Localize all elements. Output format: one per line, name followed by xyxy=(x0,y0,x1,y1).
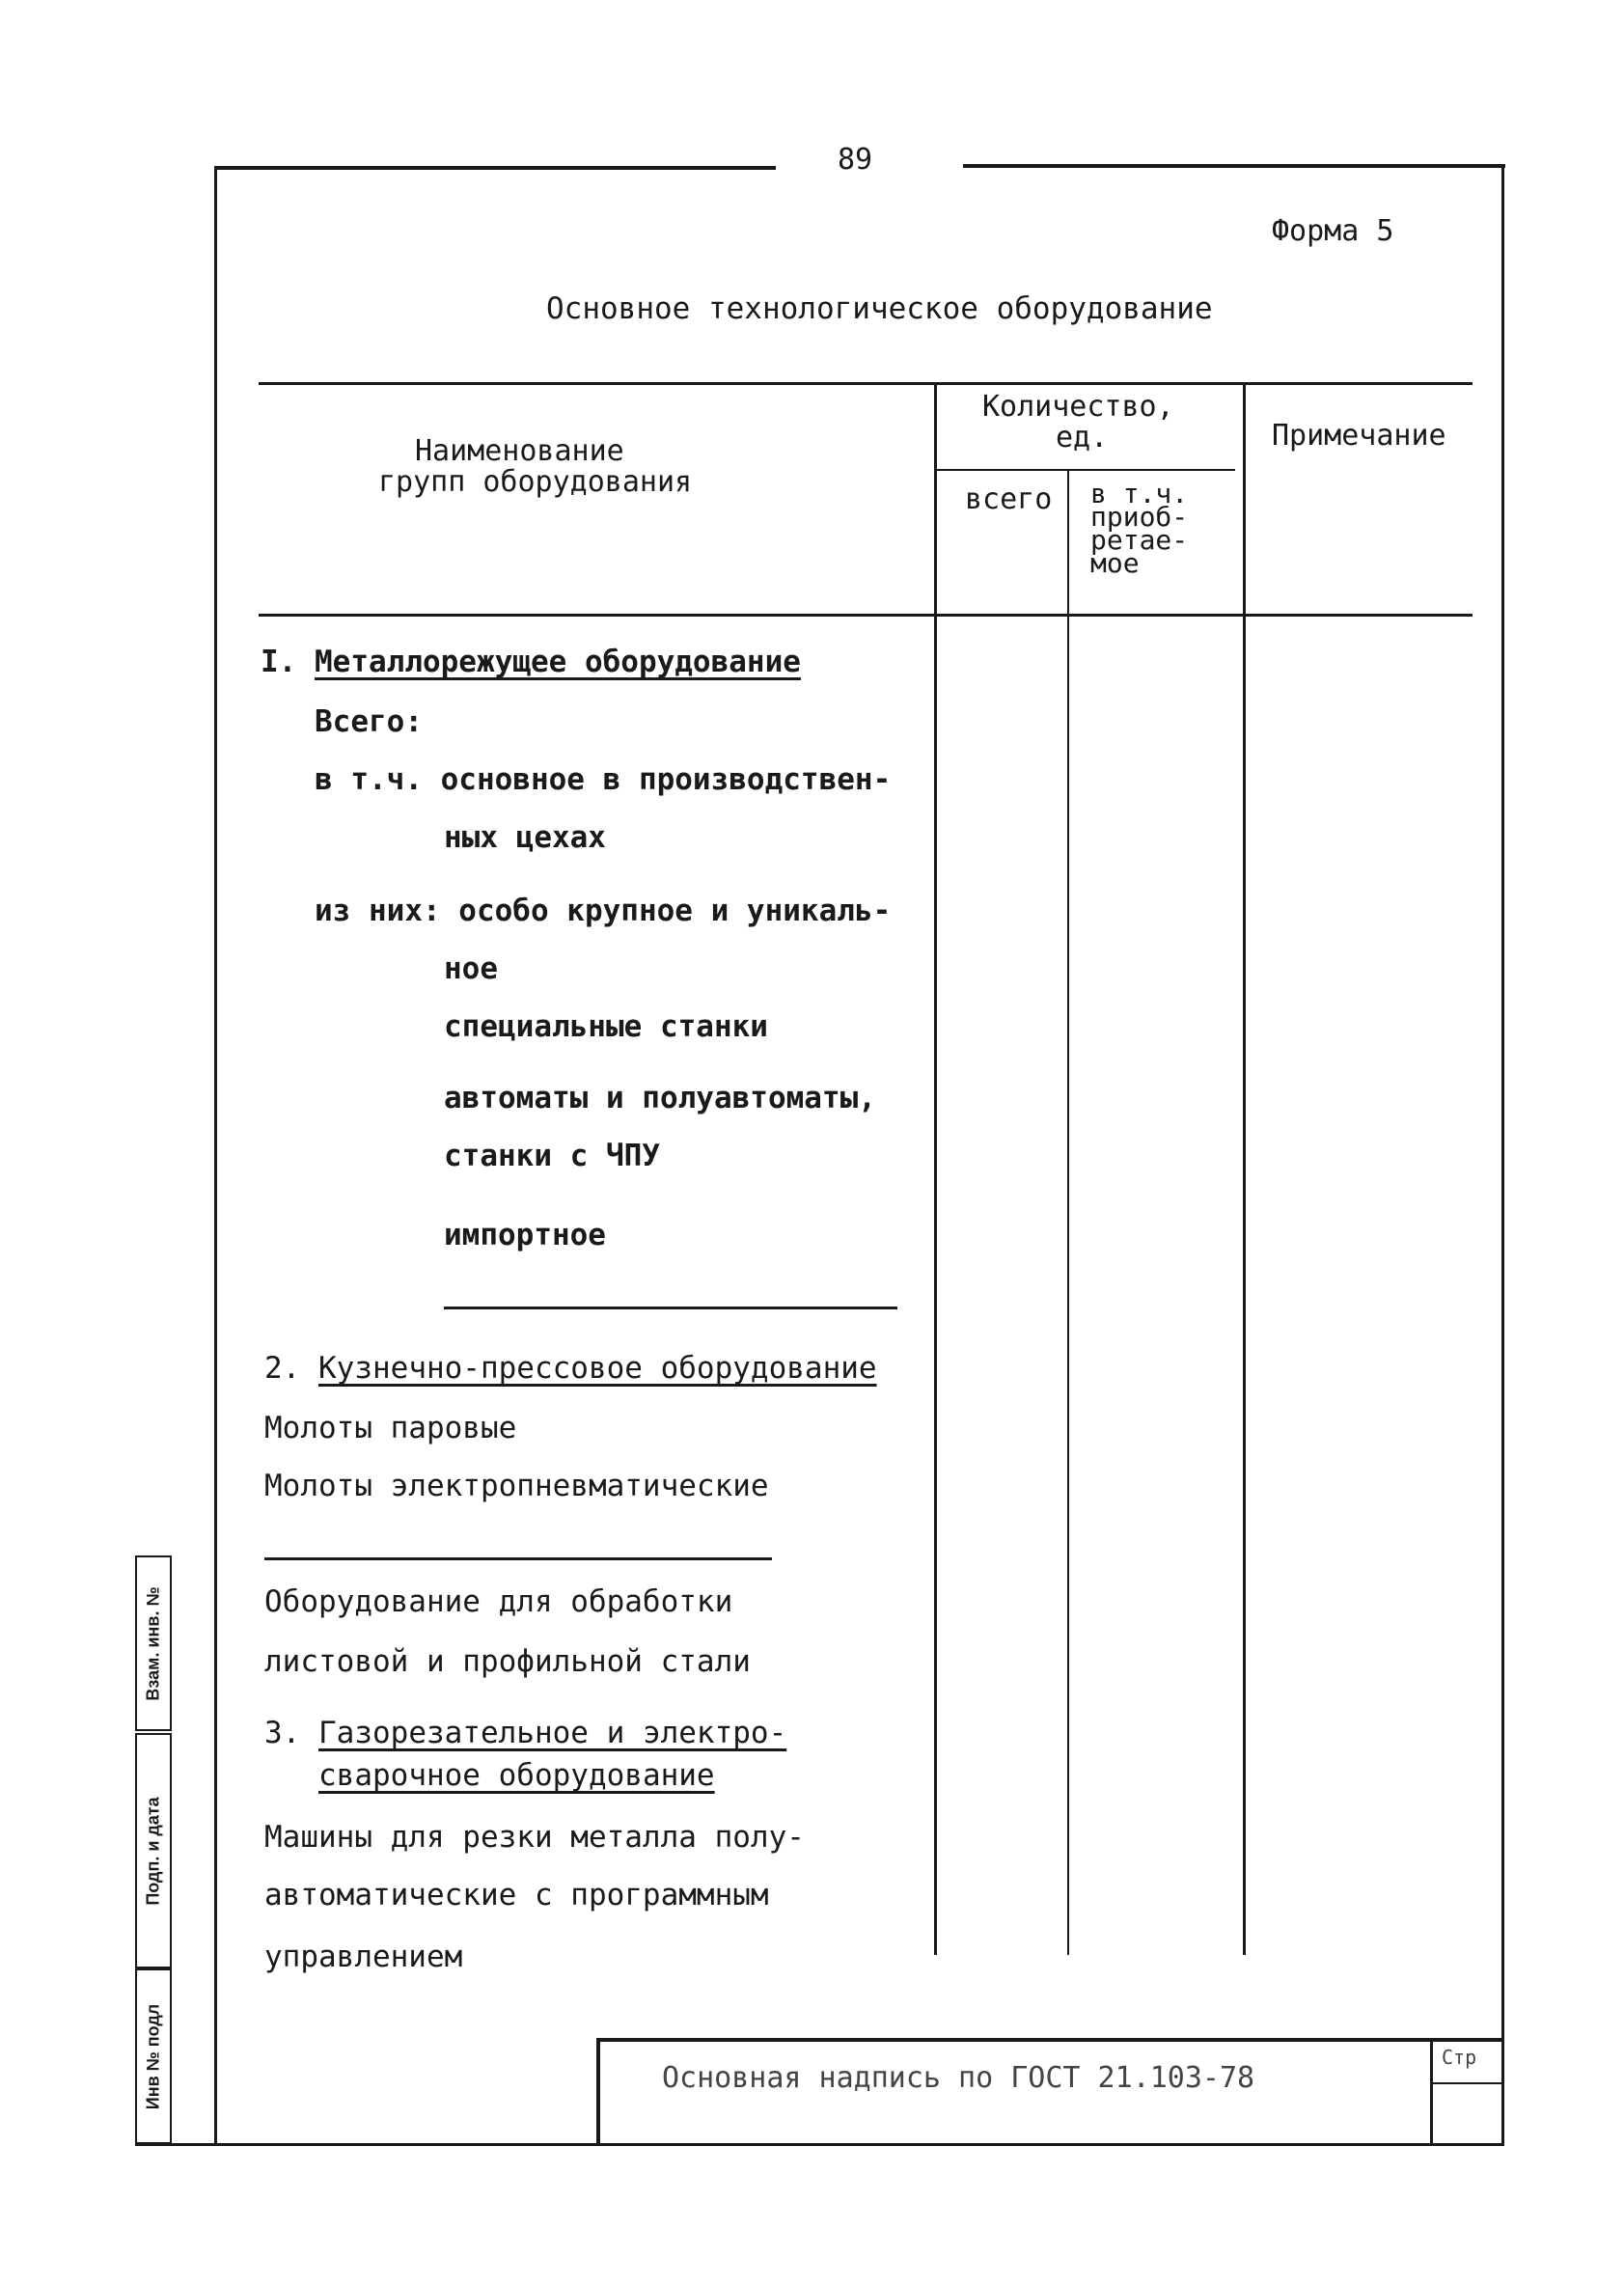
section-1-import: импортное xyxy=(444,1218,606,1252)
page-title: Основное технологическое оборудование xyxy=(546,291,1213,326)
section-1-total: Всего: xyxy=(315,704,423,739)
header-incl-line4: мое xyxy=(1090,547,1140,579)
section-1-title-text: Металлорежущее оборудование xyxy=(315,645,801,679)
section-1-incl-line1: в т.ч. основное в производствен- xyxy=(315,762,892,797)
section-1-title: I. Металлорежущее оборудование xyxy=(261,645,801,679)
section-1-special: специальные станки xyxy=(444,1009,768,1044)
section-2-item2: Молоты электропневматические xyxy=(264,1469,769,1503)
table-top-rule xyxy=(259,382,1473,385)
section-1-of-line1: из них: особо крупное и уникаль- xyxy=(315,894,892,928)
section-3-item-line1: Машины для резки металла полу- xyxy=(264,1820,805,1855)
header-total: всего xyxy=(965,482,1053,516)
section-3-title-line1: 3. Газорезательное и электро- xyxy=(264,1716,787,1750)
stamp-sheet-label: Стр xyxy=(1442,2046,1477,2069)
page-number: 89 xyxy=(838,143,873,177)
header-incl-line1: в т.ч. xyxy=(1090,478,1189,509)
section-2-rule xyxy=(264,1557,772,1560)
header-incl xyxy=(1090,478,1189,579)
section-1-auto-line2: станки с ЧПУ xyxy=(444,1139,660,1173)
side-label-inv-original: Инв № подл xyxy=(143,2003,163,2110)
section-3-item-line2: автоматические с программным xyxy=(264,1878,769,1913)
header-note: Примечание xyxy=(1272,419,1446,453)
frame-right xyxy=(1501,166,1504,2146)
col-divider-name xyxy=(934,384,937,1955)
side-label-replaced-inv: Взам. инв. № xyxy=(143,1586,163,1701)
section-3-title-text1: Газорезательное и электро- xyxy=(318,1716,787,1750)
section-2-item1: Молоты паровые xyxy=(264,1411,517,1445)
frame-bottom xyxy=(135,2143,1504,2146)
header-incl-line2: приоб- xyxy=(1090,501,1189,533)
side-label-signed-date: Подп. и дата xyxy=(143,1797,163,1906)
header-name-line1: Наименование xyxy=(415,434,624,468)
header-qty-line1: Количество, xyxy=(982,390,1174,424)
section-3-item-line3: управлением xyxy=(264,1940,463,1974)
header-qty-line2: ед. xyxy=(1056,421,1109,454)
header-name-line2: групп оборудования xyxy=(378,465,693,499)
frame-top-right xyxy=(963,164,1505,168)
section-3-title-line2: сварочное оборудование xyxy=(318,1758,715,1793)
stamp-sheet-box-bottom xyxy=(1430,2082,1503,2084)
section-1-auto-line1: автоматы и полуавтоматы, xyxy=(444,1081,876,1115)
side-box-inv-original xyxy=(135,1968,172,2144)
header-incl-line3: ретае- xyxy=(1090,524,1189,556)
side-box-replaced-inv xyxy=(135,1555,172,1731)
frame-left xyxy=(214,166,217,2146)
table-header-rule xyxy=(259,614,1473,617)
section-2-title-text: Кузнечно-прессовое оборудование xyxy=(318,1351,877,1386)
form-label: Форма 5 xyxy=(1272,214,1394,248)
stamp-main-text: Основная надпись по ГОСТ 21.103-78 xyxy=(662,2061,1255,2095)
section-2-sheet-line2: листовой и профильной стали xyxy=(264,1644,751,1679)
frame-top-left xyxy=(214,166,776,170)
col-divider-total xyxy=(1067,471,1069,1955)
section-1-incl-line2: ных цехах xyxy=(444,820,606,855)
stamp-sheet-divider xyxy=(1430,2038,1433,2146)
stamp-top xyxy=(596,2038,1503,2042)
col-divider-note xyxy=(1243,384,1246,1955)
section-1-end-rule xyxy=(444,1307,897,1309)
side-box-signed-date xyxy=(135,1733,172,1968)
section-2-sheet-line1: Оборудование для обработки xyxy=(264,1584,733,1619)
qty-subheader-rule xyxy=(936,469,1235,471)
section-2-title: 2. Кузнечно-прессовое оборудование xyxy=(264,1351,877,1386)
stamp-left xyxy=(596,2038,600,2146)
section-1-of-line2: ное xyxy=(444,951,498,986)
